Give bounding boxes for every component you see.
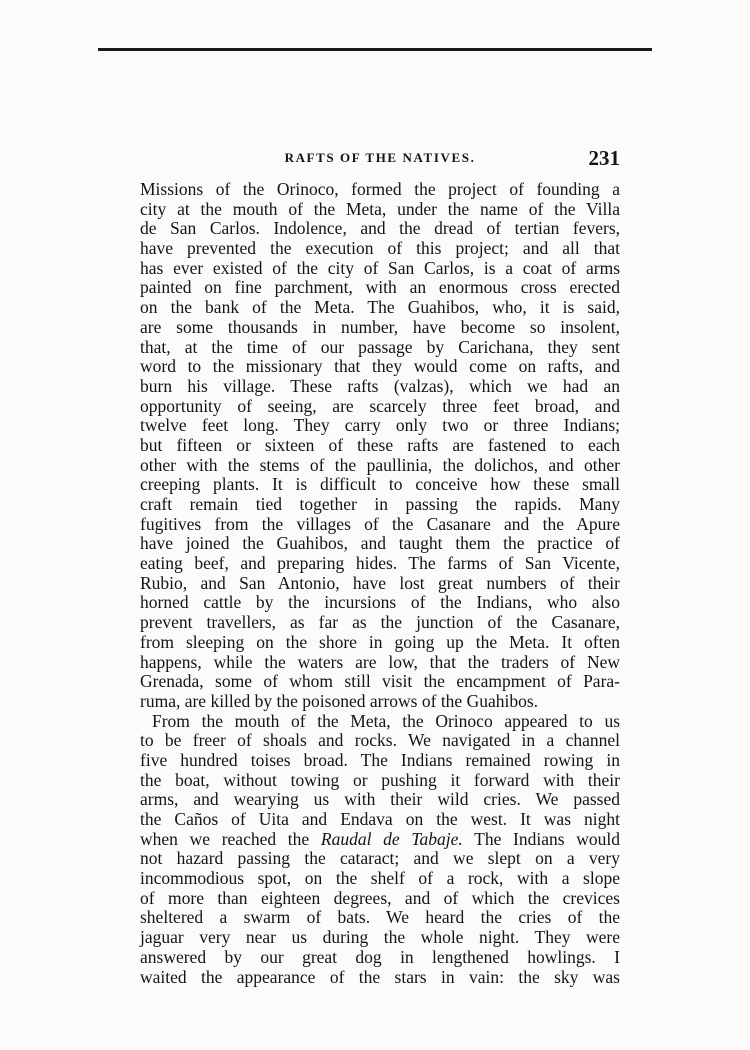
text-line: twelve feet long. They carry only two or three Indians; — [140, 415, 620, 436]
text-line: arms, and wearying us with their wild cries. We passed — [140, 789, 620, 810]
text-line: are some thousands in number, have become so insolent, — [140, 316, 620, 337]
text-line: eating beef, and preparing hides. The farms of San Vicente, — [140, 553, 620, 574]
text-line: happens, while the waters are low, that the traders of New — [140, 651, 620, 672]
text-line: de San Carlos. Indolence, and the dread of tertian fevers, — [140, 218, 620, 239]
text-line: on the bank of the Meta. The Guahibos, who, it is said, — [140, 297, 620, 318]
text-segment: The Indians would — [462, 828, 621, 849]
text-line: answered by our great dog in lengthened howlings. I — [140, 946, 620, 967]
text-line: but fifteen or sixteen of these rafts are fastened to each — [140, 434, 620, 455]
text-line: Missions of the Orinoco, formed the project of founding a — [140, 179, 620, 199]
text-line: incommodious spot, on the shelf of a rock, with a slope — [140, 868, 620, 889]
page-number: 231 — [588, 146, 620, 170]
text-line: other with the stems of the paullinia, the dolichos, and other — [140, 454, 620, 475]
text-line: burn his village. These rafts (valzas), which we had an — [140, 375, 620, 396]
text-line: five hundred toises broad. The Indians remained rowing in — [140, 749, 620, 770]
text-line: Rubio, and San Antonio, have lost great numbers of their — [140, 572, 620, 593]
text-line: creeping plants. It is difficult to conceive how these small — [140, 474, 620, 495]
text-line: the Caños of Uita and Endava on the west. It was night — [140, 809, 620, 829]
running-title: RAFTS OF THE NATIVES. — [284, 150, 476, 165]
text-line-with-italic — [140, 830, 620, 850]
text-line: opportunity of seeing, are scarcely three feet broad, and — [140, 395, 620, 416]
text-line: have joined the Guahibos, and taught them the practice of — [140, 533, 620, 554]
paragraph-start-line: From the mouth of the Meta, the Orinoco appeared to us — [152, 710, 620, 731]
body-text — [140, 180, 620, 987]
text-line: that, at the time of our passage by Carichana, they sent — [140, 336, 620, 357]
top-rule — [98, 48, 652, 51]
text-line: craft remain tied together in passing the rapids. Many — [140, 494, 620, 514]
text-line: sheltered a swarm of bats. We heard the cries of the — [140, 907, 620, 928]
text-line: has ever existed of the city of San Carlos, is a coat of arms — [140, 257, 620, 278]
text-line: jaguar very near us during the whole night. They were — [140, 927, 620, 948]
text-line: painted on fine parchment, with an enormous cross erected — [140, 277, 620, 298]
text-line: to be freer of shoals and rocks. We navigated in a channel — [140, 730, 620, 751]
text-line: the boat, without towing or pushing it forward with their — [140, 769, 620, 790]
text-line: prevent travellers, as far as the junction of the Casanare, — [140, 612, 620, 633]
text-line: ruma, are killed by the poisoned arrows of the Guahibos. — [140, 690, 539, 711]
running-head — [140, 146, 620, 172]
text-line: from sleeping on the shore in going up the Meta. It often — [140, 631, 620, 652]
text-line: have prevented the execution of this project; and all that — [140, 238, 620, 259]
text-segment: when we reached the — [140, 828, 321, 849]
text-line: Grenada, some of whom still visit the encampment of Para- — [140, 671, 620, 692]
text-line: of more than eighteen degrees, and of which the crevices — [140, 887, 620, 908]
text-line: not hazard passing the cataract; and we slept on a very — [140, 848, 620, 869]
text-line: waited the appearance of the stars in vain: the sky was — [140, 966, 620, 987]
text-line: horned cattle by the incursions of the Indians, who also — [140, 592, 620, 613]
text-line: fugitives from the villages of the Casanare and the Apure — [140, 513, 620, 534]
text-line: word to the missionary that they would come on rafts, and — [140, 356, 620, 377]
italic-place-name: Raudal de Tabaje. — [320, 828, 463, 849]
text-line: city at the mouth of the Meta, under the name of the Villa — [140, 198, 620, 219]
